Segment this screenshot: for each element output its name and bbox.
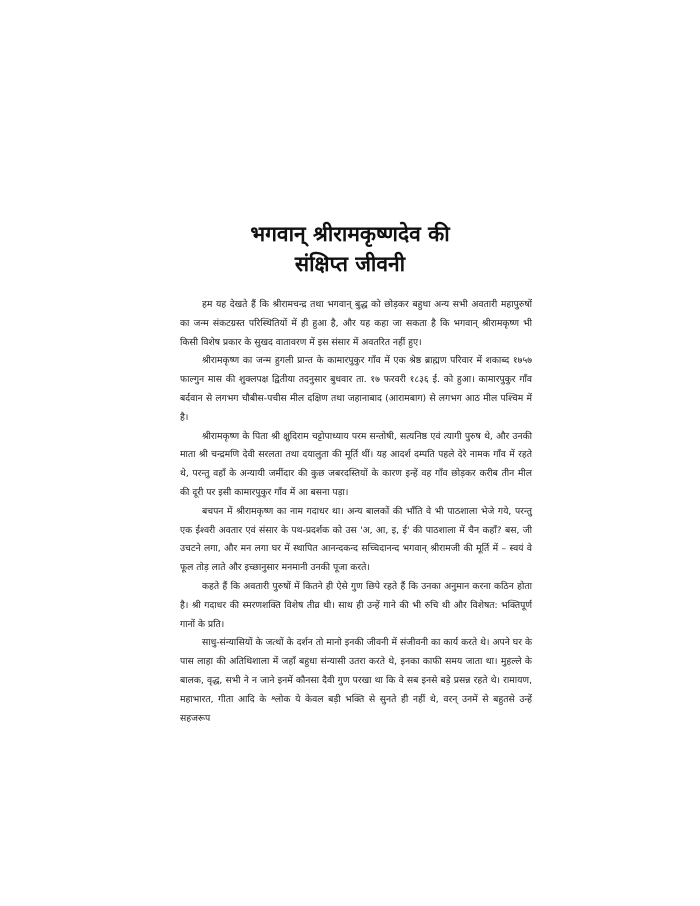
paragraph-3: श्रीरामकृष्ण के पिता श्री क्षुदिराम चट्टोपाध्याय परम सन्तोषी, सत्यनिष्ठ एवं त्यागी पुरुष थे, और उनकी माता श्री चन्द्रमणि देवी सरलता तथा दयालुता की मूर्ति थीं। यह आदर्श दम्पति पहले देरे नामक गाँव में रहते थे, परन्तु वहाँ के अन्यायी जमींदार की कुछ जबरदस्तियों के कारण इन्हें वह गाँव छोड़कर करीब तीन मील की दूरी पर इसी कामारपुकुर गाँव में आ बसना पड़ा। bbox=[180, 430, 532, 498]
paragraph-1: हम यह देखते हैं कि श्रीरामचन्द्र तथा भगवान् बुद्ध को छोड़कर बहुधा अन्य सभी अवतारी महापुरुषों का जन्म संकटग्रस्त परिस्थितियों में ही हुआ है, और यह कहा जा सकता है कि भगवान् श्रीरामकृष्ण भी किसी विशेष प्रकार के सुखद वातावरण में इस संसार में अवतरित नहीं हुए। bbox=[180, 299, 532, 348]
chapter-title-line-2: संक्षिप्त जीवनी bbox=[294, 252, 406, 276]
chapter-title-line-1: भगवान् श्रीरामकृष्णदेव की bbox=[250, 222, 450, 246]
paragraph-5: कहते हैं कि अवतारी पुरुषों में कितने ही ऐसे गुण छिपे रहते हैं कि उनका अनुमान करना कठिन होता है। श्री गदाधर की स्मरणशक्ति विशेष तीव्र थी। साथ ही उन्हें गाने की भी रुचि थी और विशेषत: भक्तिपूर्ण गानों के प्रति। bbox=[180, 580, 532, 630]
chapter-title bbox=[150, 219, 550, 279]
paragraph-4: बचपन में श्रीरामकृष्ण का नाम गदाधर था। अन्य बालकों की भाँति वे भी पाठशाला भेजे गये, परन्तु एक ईश्वरी अवतार एवं संसार के पथ-प्रदर्शक को उस 'अ, आ, इ, ई' की पाठशाला में चैन कहाँ? बस, जी उचटने लगा, और मन लगा घर में स्थापित आनन्दकन्द सच्चिदानन्द भगवान् श्रीरामजी की मूर्ति में – स्वयं वे फूल तोड़ लाते और इच्छानुसार मनमानी उनकी पूजा करते। bbox=[180, 505, 532, 574]
paragraph-2: श्रीरामकृष्ण का जन्म हुगली प्रान्त के कामारपुकुर गाँव में एक श्रेष्ठ ब्राह्मण परिवार में शकाब्द १७५७ फाल्गुन मास की शुक्लपक्ष द्वितीया तदनुसार बुधवार ता. १७ फरवरी १८३६ ई. को हुआ। कामारपुकुर गाँव बर्दवान से लगभग चौबीस-पचीस मील दक्षिण तथा जहानाबाद (आरामबाग) से लगभग आठ मील पश्चिम में है। bbox=[180, 355, 532, 423]
paragraph-6: साधु-संन्यासियों के जत्थों के दर्शन तो मानो इनकी जीवनी में संजीवनी का कार्य करते थे। अपने घर के पास लाहा की अतिथिशाला में जहाँ बहुधा संन्यासी उतरा करते थे, इनका काफी समय जाता था। मुहल्ले के बालक, वृद्ध, सभी ने न जाने इनमें कौनसा दैवी गुण परखा था कि वे सब इनसे बड़े प्रसन्न रहते थे। रामायण, महाभारत, गीता आदि के श्लोक ये केवल बड़ी भक्ति से सुनते ही नहीं थे, वरन् उनमें से बहुतसे उन्हें सहजरूप bbox=[180, 637, 532, 724]
body-text bbox=[180, 296, 532, 728]
